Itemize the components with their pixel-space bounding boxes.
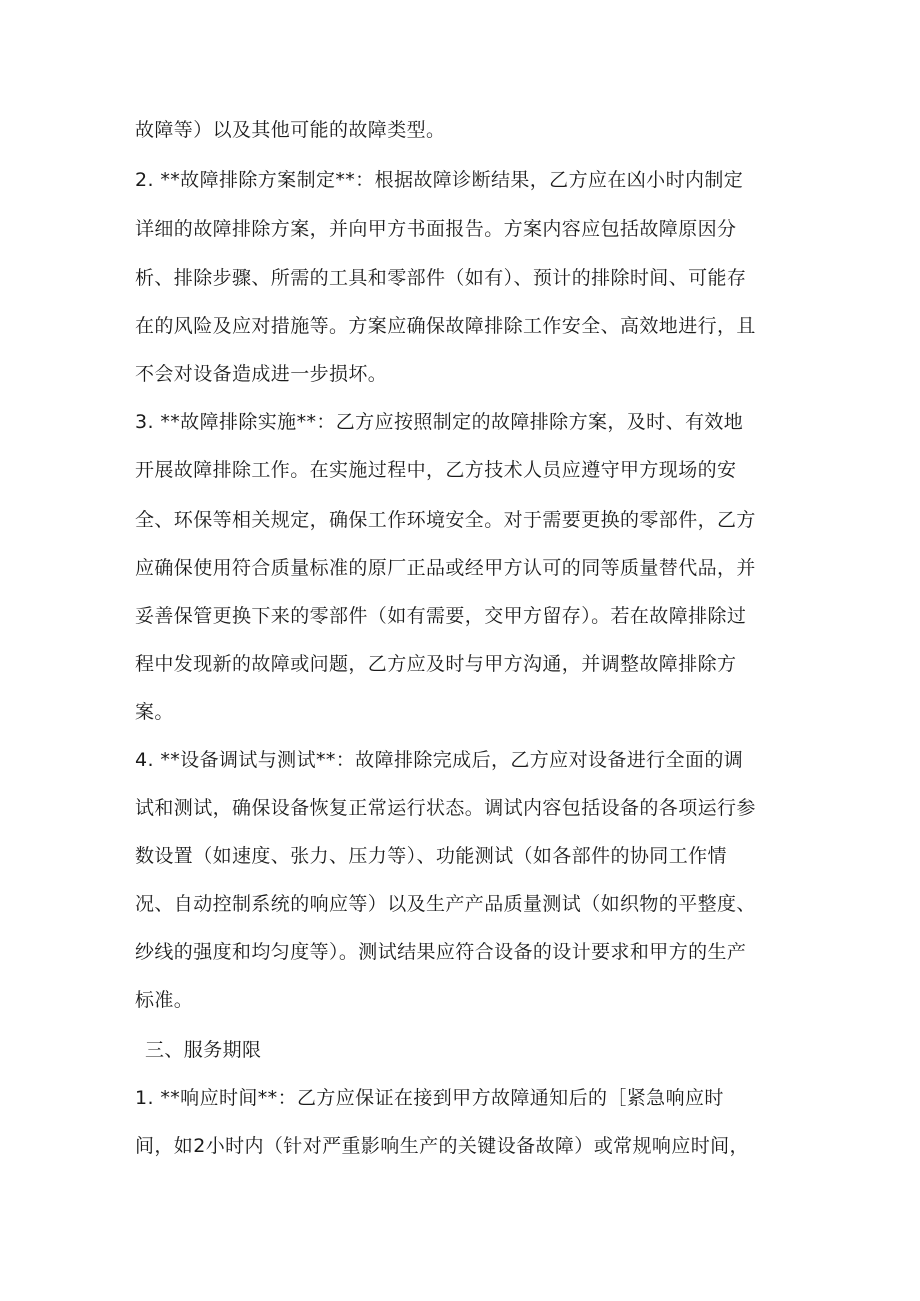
text-line: 3. **故障排除实施**：乙方应按照制定的故障排除方案，及时、有效地 — [135, 411, 744, 433]
text-line: 1. **响应时间**：乙方应保证在接到甲方故障通知后的［紧急响应时 — [135, 1087, 724, 1109]
text-line: 详细的故障排除方案，并向甲方书面报告。方案内容应包括故障原因分 — [135, 218, 737, 240]
text-line: 不会对设备造成进一步损坏。 — [135, 363, 388, 385]
text-line: 应确保使用符合质量标准的原厂正品或经甲方认可的同等质量替代品，并 — [135, 557, 756, 579]
text-line: 案。 — [135, 701, 174, 723]
text-line: 数设置（如速度、张力、压力等）、功能测试（如各部件的协同工作情 — [135, 845, 727, 867]
text-line: 2. **故障排除方案制定**：根据故障诊断结果，乙方应在凶小时内制定 — [135, 169, 744, 191]
text-line: 析、排除步骤、所需的工具和零部件（如有）、预计的排除时间、可能存 — [135, 267, 747, 289]
text-line: 标准。 — [135, 989, 194, 1011]
text-line: 纱线的强度和均匀度等）。测试结果应符合设备的设计要求和甲方的生产 — [135, 941, 747, 963]
text-line: 开展故障排除工作。在实施过程中，乙方技术人员应遵守甲方现场的安 — [135, 459, 737, 481]
text-line: 在的风险及应对措施等。方案应确保故障排除工作安全、高效地进行，且 — [135, 315, 756, 337]
text-line: 妥善保管更换下来的零部件（如有需要，交甲方留存）。若在故障排除过 — [135, 605, 747, 627]
text-line: 间，如2小时内（针对严重影响生产的关键设备故障）或常规响应时间， — [135, 1135, 749, 1157]
text-line: 4. **设备调试与测试**：故障排除完成后，乙方应对设备进行全面的调 — [135, 749, 744, 771]
text-line: 况、自动控制系统的响应等）以及生产产品质量测试（如织物的平整度、 — [135, 893, 756, 915]
text-line: 全、环保等相关规定，确保工作环境安全。对于需要更换的零部件，乙方 — [135, 509, 756, 531]
text-line: 故障等）以及其他可能的故障类型。 — [135, 119, 446, 141]
text-line: 试和测试，确保设备恢复正常运行状态。调试内容包括设备的各项运行参 — [135, 797, 756, 819]
section-heading: 三、服务期限 — [145, 1039, 262, 1061]
text-line: 程中发现新的故障或问题，乙方应及时与甲方沟通，并调整故障排除方 — [135, 653, 737, 675]
